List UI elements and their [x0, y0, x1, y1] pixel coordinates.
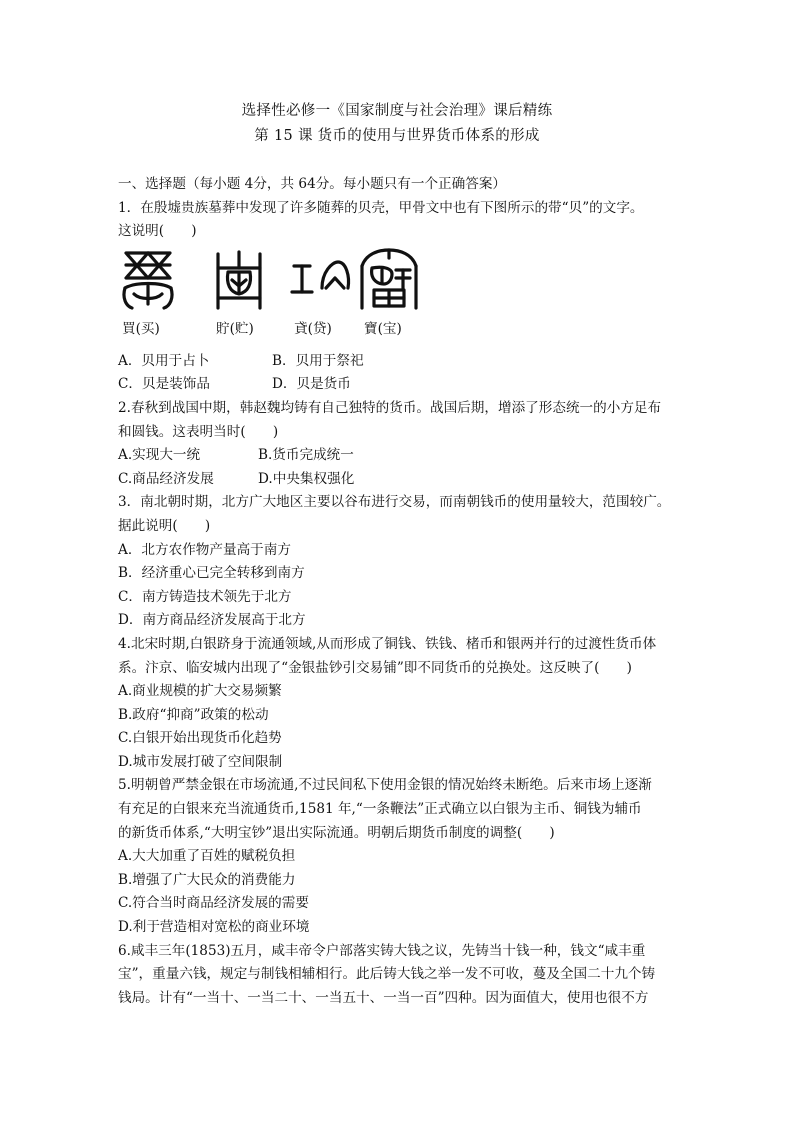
q6-stem-line3: 钱局。计有“一当十、一当二十、一当五十、一当一百”四种。因为面值大，使用也很不方 [118, 989, 649, 1006]
q3-option-d[interactable]: D．南方商品经济发展高于北方 [118, 612, 306, 629]
q4-option-a[interactable]: A.商业规模的扩大交易频繁 [118, 683, 282, 700]
caption-mai: 買(买) [122, 320, 160, 337]
q4-option-d[interactable]: D.城市发展打破了空间限制 [118, 753, 283, 770]
q4-stem-line2: 系。汴京、临安城内出现了“金银盐钞引交易铺”即不同货币的兑换处。这反映了( ) [118, 659, 632, 676]
q5-option-c[interactable]: C.符合当时商品经济发展的需要 [118, 895, 309, 912]
oracle-glyph-bao-icon [358, 248, 420, 314]
q3-stem-line1: 3．南北朝时期，北方广大地区主要以谷布进行交易，而南朝钱币的使用量较大，范围较广。 [118, 494, 671, 511]
q2-stem-line2: 和圆钱。这表明当时( ) [118, 423, 279, 440]
q5-option-b[interactable]: B.增强了广大民众的消费能力 [118, 871, 296, 888]
section-heading: 一、选择题（每小题 4分，共 64分。每小题只有一个正确答案） [118, 176, 507, 192]
oracle-glyph-zhu-icon [214, 248, 264, 312]
q1-option-c[interactable]: C．贝是装饰品 [118, 376, 210, 393]
q1-stem-line1: 1．在殷墟贵族墓葬中发现了许多随葬的贝壳，甲骨文中也有下图所示的带“贝”的文字。 [118, 199, 644, 216]
q3-option-b[interactable]: B．经济重心已完全转移到南方 [118, 565, 305, 582]
q2-option-d[interactable]: D.中央集权强化 [258, 470, 355, 487]
q1-options-row1 [118, 350, 690, 374]
q4-option-c[interactable]: C.白银开始出现货币化趋势 [118, 730, 282, 747]
q5-stem-line3: 的新货币体系,“大明宝钞”退出实际流通。明朝后期货币制度的调整( ) [118, 824, 555, 841]
q2-stem-line1: 2.春秋到战国中期，韩赵魏均铸有自己独特的货币。战国后期，增添了形态统一的小方足布 [118, 399, 662, 416]
q2-option-a[interactable]: A.实现大一统 [118, 447, 201, 464]
oracle-glyph-dai-icon [288, 248, 354, 312]
q4-option-b[interactable]: B.政府“抑商”政策的松动 [118, 706, 269, 723]
caption-dai: 貣(贷) [294, 320, 332, 337]
lesson-title: 第 15 课 货币的使用与世界货币体系的形成 [254, 128, 540, 144]
q6-stem-line1: 6.咸丰三年(1853)五月，咸丰帝令户部落实铸大钱之议，先铸当十钱一种，钱文“咸丰重 [118, 942, 646, 959]
document-title: 选择性必修一《国家制度与社会治理》课后精练 [241, 103, 553, 119]
q1-option-b[interactable]: B．贝用于祭祀 [272, 352, 364, 369]
q3-option-c[interactable]: C．南方铸造技术领先于北方 [118, 588, 292, 605]
q1-option-a[interactable]: A．贝用于占卜 [118, 352, 210, 369]
oracle-glyph-mai-icon [120, 248, 176, 312]
q5-option-a[interactable]: A.大大加重了百姓的赋税负担 [118, 848, 296, 865]
caption-zhu: 貯(贮) [216, 320, 254, 337]
q2-options-row1 [118, 444, 690, 468]
q1-stem-line2: 这说明( ) [118, 223, 197, 240]
q5-option-d[interactable]: D.利于营造相对宽松的商业环境 [118, 919, 310, 936]
q4-stem-line1: 4.北宋时期,白银跻身于流通领域,从而形成了铜钱、铁钱、楮币和银两并行的过渡性货币体 [118, 635, 657, 652]
q5-stem-line1: 5.明朝曾严禁金银在市场流通,不过民间私下使用金银的情况始终未断绝。后来市场上逐渐 [118, 777, 652, 794]
q3-stem-line2: 据此说明( ) [118, 517, 211, 534]
q5-stem-line2: 有充足的白银来充当流通货币,1581 年,“一条鞭法”正式确立以白银为主币、铜钱为辅币 [118, 801, 642, 818]
q3-option-a[interactable]: A．北方农作物产量高于南方 [118, 541, 291, 558]
q2-option-b[interactable]: B.货币完成统一 [258, 447, 354, 464]
question-list [118, 173, 690, 1010]
q1-option-d[interactable]: D．贝是货币 [272, 376, 351, 393]
caption-bao: 寶(宝) [364, 320, 402, 337]
oracle-bone-figure [118, 244, 690, 350]
q2-options-row2 [118, 468, 690, 492]
q2-option-c[interactable]: C.商品经济发展 [118, 470, 214, 487]
q1-options-row2 [118, 373, 690, 397]
q6-stem-line2: 宝”，重量六钱，规定与制钱相辅相行。此后铸大钱之举一发不可收，蔓及全国二十九个铸 [118, 966, 656, 983]
